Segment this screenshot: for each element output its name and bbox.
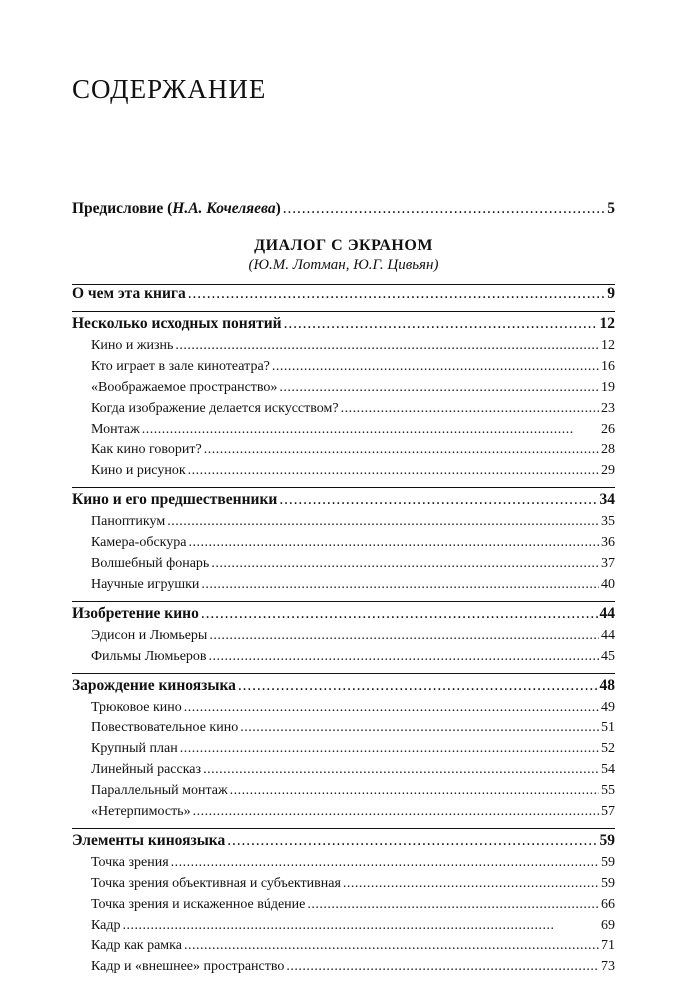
toc-subentry-title: Кадр — [91, 917, 121, 933]
toc-group — [72, 315, 615, 488]
dot-leader — [142, 422, 599, 436]
dot-leader — [307, 897, 599, 911]
dot-leader — [193, 804, 599, 818]
toc-subentry-page: 29 — [601, 463, 615, 479]
dot-leader — [201, 605, 598, 621]
toc-subentry-page: 44 — [601, 627, 615, 643]
toc-group — [72, 285, 615, 312]
toc-subentry-page: 19 — [601, 379, 615, 395]
dot-leader — [283, 200, 605, 216]
toc-subentry-title: Трюковое кино — [91, 699, 182, 715]
toc-subentry[interactable] — [72, 359, 615, 380]
toc-subentry[interactable] — [72, 897, 615, 918]
dot-leader — [184, 700, 599, 714]
toc-chapter-page: 44 — [599, 604, 615, 622]
toc-subentry-page: 59 — [601, 875, 615, 891]
toc-subentry[interactable] — [72, 762, 615, 783]
dot-leader — [238, 677, 598, 693]
toc-subentry-page: 12 — [601, 338, 615, 353]
toc-subentry-title: Точка зрения и искаженное вúдение — [91, 896, 306, 912]
toc-subentry[interactable] — [72, 442, 615, 463]
dot-leader — [175, 338, 599, 352]
toc-subentry-title: Камера-обскура — [91, 535, 187, 551]
toc-subentry-title: Крупный план — [91, 741, 178, 757]
toc-subentry-title: Точка зрения объективная и субъективная — [91, 875, 341, 891]
toc-chapter-entry[interactable] — [72, 285, 615, 308]
toc-subentry[interactable] — [72, 876, 615, 897]
toc-entry-preface[interactable] — [72, 200, 615, 223]
dot-leader — [180, 741, 599, 755]
toc-subentry-page: 45 — [601, 648, 615, 664]
preface-author: Н.А. Кочеляева — [172, 200, 276, 217]
toc-subentry-page: 57 — [601, 804, 615, 820]
dot-leader — [284, 315, 598, 331]
toc-subentry[interactable] — [72, 855, 615, 876]
toc-group — [72, 491, 615, 602]
toc-chapter-entry[interactable] — [72, 677, 615, 700]
toc-subentry[interactable] — [72, 959, 615, 980]
dot-leader — [188, 285, 606, 301]
toc-subentry-page: 40 — [601, 576, 615, 592]
dot-leader — [343, 876, 599, 890]
toc-subentry-title: Кино и рисунок — [91, 463, 186, 479]
toc-subentry-title: Параллельный монтаж — [91, 783, 228, 799]
toc-subentry-title: Кто играет в зале кинотеатра? — [91, 358, 270, 374]
toc-subentry-title: Кадр и «внешнее» пространство — [91, 959, 285, 975]
toc-subentry[interactable] — [72, 783, 615, 804]
toc-subentry-title: Когда изображение делается искусством? — [91, 400, 339, 416]
toc-subentry-page: 51 — [601, 720, 615, 736]
toc-subentry-title: Монтаж — [91, 421, 140, 437]
toc-subentry-page: 28 — [601, 442, 615, 458]
toc-subentry-page: 35 — [601, 514, 615, 530]
dot-leader — [211, 556, 599, 570]
dot-leader — [227, 832, 597, 848]
toc-subentry-page: 16 — [601, 358, 615, 374]
dot-leader — [188, 463, 599, 477]
toc-subentry-title: Волшебный фонарь — [91, 556, 210, 572]
toc-subentry-page: 59 — [601, 854, 615, 870]
toc-chapter-entry[interactable] — [72, 832, 615, 855]
toc-subentry-page: 71 — [601, 938, 615, 954]
toc-chapter-title: Несколько исходных понятий — [72, 315, 282, 332]
dot-leader — [209, 628, 599, 642]
dot-leader — [184, 938, 599, 952]
toc-subentry[interactable] — [72, 556, 615, 577]
toc-chapter-page: 34 — [599, 491, 615, 509]
dot-leader — [286, 959, 599, 973]
dot-leader — [171, 855, 599, 869]
toc-subentry-title: Фильмы Люмьеров — [91, 648, 207, 664]
toc-subentry-title: Научные игрушки — [91, 576, 200, 592]
toc-subentry-title: Паноптикум — [91, 514, 166, 530]
toc-chapter-page: 9 — [607, 285, 615, 302]
toc-subentry[interactable] — [72, 918, 615, 939]
toc-subentry[interactable] — [72, 401, 615, 422]
section-heading — [72, 237, 615, 274]
toc-subentry[interactable] — [72, 380, 615, 401]
toc-subentry[interactable] — [72, 577, 615, 598]
toc-chapter-title: Кино и его предшественники — [72, 491, 278, 509]
toc-subentry-title: Эдисон и Люмьеры — [91, 627, 208, 643]
section-title: ДИАЛОГ С ЭКРАНОМ — [254, 237, 433, 254]
toc-subentry[interactable] — [72, 463, 615, 484]
toc-subentry-page: 36 — [601, 535, 615, 551]
toc-subentry-page: 37 — [601, 556, 615, 572]
dot-leader — [123, 918, 600, 932]
toc-subentry[interactable] — [72, 628, 615, 649]
toc-subentry[interactable] — [72, 804, 615, 825]
toc-subentry[interactable] — [72, 338, 615, 359]
toc-entry-page: 5 — [607, 200, 615, 217]
toc-subentry-title: «Нетерпимость» — [91, 804, 191, 820]
dot-leader — [167, 514, 599, 528]
toc-subentry-title: Как кино говорит? — [91, 442, 202, 458]
dot-leader — [204, 442, 599, 456]
toc-subentry-title: Точка зрения — [91, 854, 169, 870]
toc-subentry-title: Кадр как рамка — [91, 938, 182, 954]
dot-leader — [201, 577, 599, 591]
dot-leader — [272, 359, 599, 373]
toc-subentry-page: 52 — [601, 741, 615, 757]
toc-subentry[interactable] — [72, 938, 615, 959]
dot-leader — [279, 380, 599, 394]
table-of-contents — [72, 200, 615, 986]
toc-entry-title: Предисловие (Н.А. Кочеляева) — [72, 200, 281, 217]
dot-leader — [341, 401, 599, 415]
toc-subentry-page: 49 — [601, 699, 615, 715]
dot-leader — [240, 720, 599, 734]
toc-subentry-title: Кино и жизнь — [91, 338, 174, 353]
toc-chapter-entry[interactable] — [72, 491, 615, 514]
toc-groups — [72, 285, 615, 983]
dot-leader — [188, 535, 599, 549]
toc-group — [72, 677, 615, 829]
toc-subentry-page: 54 — [601, 762, 615, 778]
toc-chapter-title: Элементы киноязыка — [72, 831, 226, 849]
toc-chapter-title: О чем эта книга — [72, 285, 186, 302]
toc-group — [72, 605, 615, 674]
dot-leader — [203, 762, 599, 776]
toc-subentry[interactable] — [72, 720, 615, 741]
toc-chapter-page: 12 — [599, 315, 615, 332]
toc-subentry[interactable] — [72, 649, 615, 670]
toc-group — [72, 832, 615, 983]
toc-chapter-page: 59 — [599, 831, 615, 849]
toc-subentry[interactable] — [72, 422, 615, 443]
toc-subentry-title: Повествовательное кино — [91, 720, 239, 736]
toc-subentry-title: Линейный рассказ — [91, 762, 202, 778]
toc-chapter-entry[interactable] — [72, 315, 615, 338]
toc-subentry[interactable] — [72, 514, 615, 535]
page-title: СОДЕРЖАНИЕ — [72, 74, 267, 104]
toc-subentry-title: «Воображаемое пространство» — [91, 379, 278, 395]
toc-chapter-page: 48 — [599, 676, 615, 694]
dot-leader — [230, 783, 599, 797]
toc-subentry[interactable] — [72, 700, 615, 721]
toc-subentry-page: 23 — [601, 400, 615, 416]
toc-chapter-title: Изобретение кино — [72, 604, 199, 622]
toc-chapter-entry[interactable] — [72, 605, 615, 628]
toc-subentry-page: 55 — [601, 783, 615, 799]
toc-subentry[interactable] — [72, 741, 615, 762]
section-authors: (Ю.М. Лотман, Ю.Г. Цивьян) — [248, 257, 439, 273]
toc-subentry-page: 26 — [601, 421, 615, 437]
dot-leader — [209, 649, 599, 663]
toc-chapter-title: Зарождение киноязыка — [72, 676, 236, 694]
toc-subentry-page: 73 — [601, 959, 615, 975]
toc-subentry-page: 66 — [601, 896, 615, 912]
dot-leader — [279, 491, 597, 507]
toc-subentry[interactable] — [72, 535, 615, 556]
toc-subentry-page: 69 — [601, 917, 615, 933]
